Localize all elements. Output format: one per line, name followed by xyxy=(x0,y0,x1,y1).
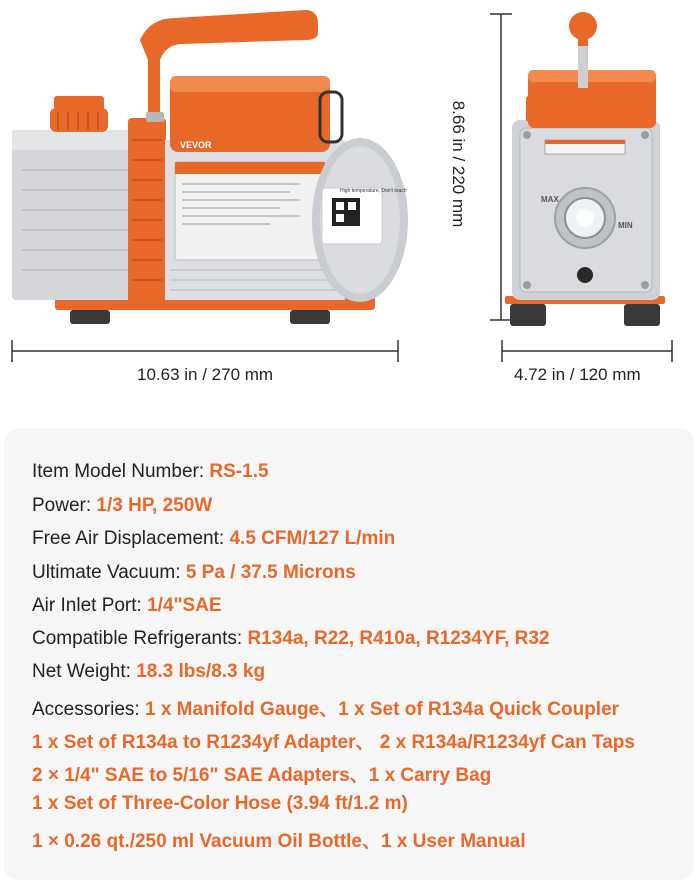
spec-air-displacement xyxy=(32,528,395,550)
motor-spec-label xyxy=(175,162,325,260)
spec-label: Air Inlet Port: xyxy=(32,595,148,616)
warning-sticker-text: High temperature, Don't touch xyxy=(340,188,407,194)
spec-accessories xyxy=(32,694,619,721)
min-marker: MIN xyxy=(618,221,633,230)
spec-value: 1 x Manifold Gauge、1 x Set of R134a Quick Coupler xyxy=(144,699,620,720)
length-dimension-line xyxy=(12,340,398,362)
spec-refrigerants xyxy=(32,628,550,650)
width-dimension-line xyxy=(502,340,672,362)
spec-label: Ultimate Vacuum: xyxy=(32,562,186,583)
drain-plug xyxy=(577,267,593,283)
brand-logo: VEVOR xyxy=(180,140,212,150)
spec-net-weight xyxy=(32,661,265,683)
spec-label: Compatible Refrigerants: xyxy=(32,628,248,649)
accessory-text: 1 x Set of Three-Color Hose (3.94 ft/1.2 m) xyxy=(32,793,408,814)
product-image-area xyxy=(0,0,698,430)
spec-label: Net Weight: xyxy=(32,661,137,682)
spec-ultimate-vacuum xyxy=(32,562,356,584)
spec-value: 1/4"SAE xyxy=(147,595,222,616)
spec-power xyxy=(32,495,212,517)
pump-side-view xyxy=(12,10,408,324)
spec-label: Accessories: xyxy=(32,699,145,720)
length-dimension: 10.63 in / 270 mm xyxy=(137,365,274,384)
accessory-text: 1 × 0.26 qt./250 ml Vacuum Oil Bottle、1 x User Manual xyxy=(32,831,526,852)
spec-value: 18.3 lbs/8.3 kg xyxy=(136,661,266,682)
spec-value: RS-1.5 xyxy=(209,461,269,482)
pump-left-housing xyxy=(12,130,147,300)
spec-air-inlet xyxy=(32,595,222,617)
height-dimension-line xyxy=(490,14,512,320)
accessory-line xyxy=(32,760,491,787)
width-dimension: 4.72 in / 120 mm xyxy=(514,365,641,384)
pump-foot-right xyxy=(290,310,330,324)
max-marker: MAX xyxy=(541,195,559,204)
accessory-text: 2 × 1/4" SAE to 5/16" SAE Adapters、1 x Carry Bag xyxy=(32,765,492,786)
height-dimension: 8.66 in / 220 mm xyxy=(449,100,468,228)
accessory-text: 1 x Set of R134a to R1234yf Adapter、 2 x R134a/R1234yf Can Taps xyxy=(32,732,635,753)
spec-label: Free Air Displacement: xyxy=(32,528,230,549)
pump-front-view xyxy=(505,12,665,326)
handle-knob xyxy=(569,12,597,40)
spec-value: R134a, R22, R410a, R1234YF, R32 xyxy=(247,628,550,649)
spec-label: Item Model Number: xyxy=(32,461,210,482)
spec-model xyxy=(32,461,269,483)
accessory-line xyxy=(32,727,635,754)
pump-foot-left xyxy=(70,310,110,324)
spec-value: 4.5 CFM/127 L/min xyxy=(229,528,396,549)
spec-value: 1/3 HP, 250W xyxy=(96,495,213,516)
accessory-line xyxy=(32,826,526,853)
accessory-line xyxy=(32,793,408,815)
spec-label: Power: xyxy=(32,495,97,516)
oil-fill-cap xyxy=(54,96,104,110)
spec-value: 5 Pa / 37.5 Microns xyxy=(185,562,356,583)
